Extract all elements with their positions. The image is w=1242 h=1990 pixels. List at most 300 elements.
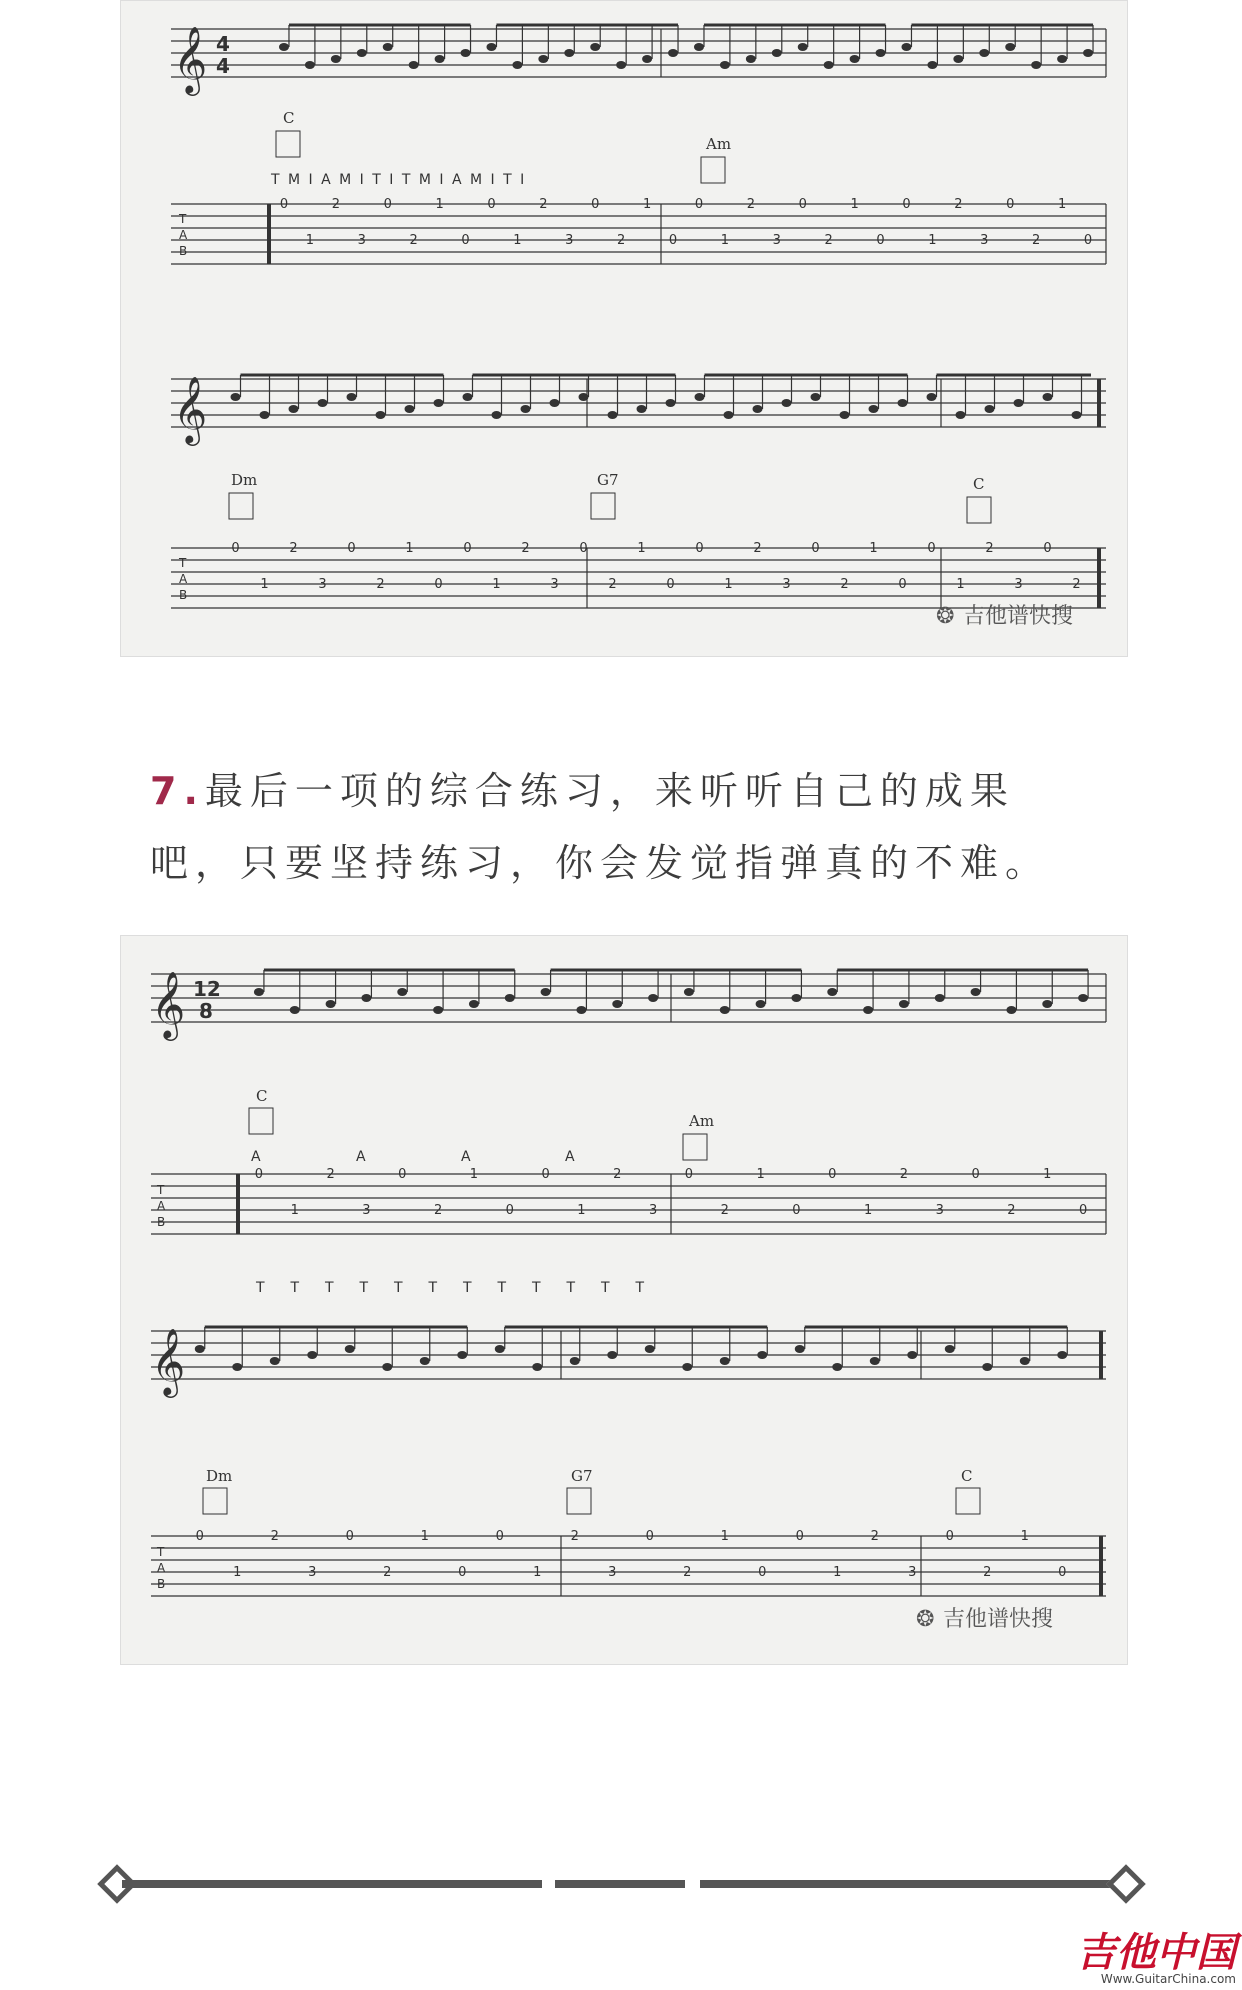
fingering-letter: T [394, 1280, 405, 1296]
fingering-letter: T [428, 1280, 440, 1296]
note-head [532, 1363, 542, 1371]
note-head [463, 393, 473, 401]
notes-row2 [195, 1327, 1068, 1371]
tab-number: 1 [405, 541, 414, 556]
tab-number: 2 [570, 1529, 579, 1544]
note-head [357, 49, 367, 57]
note-head [811, 393, 821, 401]
note-head [1014, 399, 1024, 407]
tab-letter-b: B [179, 244, 188, 258]
note-head [945, 1345, 955, 1353]
tab-letter-b: B [157, 1215, 166, 1229]
chord-diagram-am [701, 157, 725, 183]
chord-label-c-end: C [973, 475, 985, 493]
note-head [260, 411, 270, 419]
note-head [1005, 43, 1015, 51]
note-head [1042, 1000, 1052, 1008]
chord-diagram-c [276, 131, 300, 157]
tab-number: 0 [383, 197, 392, 212]
note-head [254, 988, 264, 996]
note-head [795, 1345, 805, 1353]
tab-number: 1 [850, 197, 859, 212]
chord-label-g7: G7 [571, 1467, 593, 1485]
note-head [935, 994, 945, 1002]
tab-letter-a: A [179, 228, 188, 242]
note-head [607, 1351, 617, 1359]
tab-number: 0 [279, 197, 289, 212]
chord-diagram-g7 [591, 493, 615, 519]
score-image-2 [120, 935, 1128, 1665]
tab-number: 3 [608, 1565, 617, 1580]
chord-diagram-am [683, 1134, 707, 1160]
note-head [720, 1006, 730, 1014]
note-head [724, 411, 734, 419]
tab-letter-t: T [179, 212, 187, 226]
tab-number: 0 [231, 541, 240, 556]
tab-number: 2 [1007, 1203, 1016, 1218]
tab-number: 0 [195, 1529, 204, 1544]
svg-text:A: A [461, 1149, 471, 1165]
tab-number: 0 [434, 577, 443, 592]
fingering-letter: T [256, 1280, 267, 1296]
tab-number: 0 [461, 233, 470, 248]
tab-number: 0 [795, 1529, 804, 1544]
tab-number: 0 [1083, 233, 1093, 248]
note-head [195, 1345, 205, 1353]
tab-number: 3 [308, 1565, 317, 1580]
note-head [684, 988, 694, 996]
watermark-text: 吉他谱快搜 [963, 604, 1074, 629]
note-head [956, 411, 966, 419]
tab-number: 1 [720, 233, 730, 248]
tab-number: 0 [1058, 1565, 1067, 1580]
brand-name: 吉他中国 [1076, 1930, 1236, 1976]
note-head [461, 49, 471, 57]
note-head [232, 1363, 242, 1371]
treble-clef-icon: 𝄞 [151, 1327, 186, 1395]
note-head [898, 399, 908, 407]
note-head [616, 61, 626, 69]
note-head [637, 405, 647, 413]
note-head [666, 399, 676, 407]
tab-number: 3 [565, 233, 574, 248]
note-head [492, 411, 502, 419]
staff-row1 [171, 29, 1106, 77]
tab-number: 0 [398, 1167, 407, 1182]
tab-number: 0 [591, 197, 600, 212]
tab-row2 [151, 1536, 1106, 1596]
note-head [512, 61, 522, 69]
note-head [279, 43, 289, 51]
tab-number: 2 [376, 577, 385, 592]
note-head [231, 393, 241, 401]
fingering-letter: T [359, 1280, 371, 1296]
note-head [1020, 1357, 1030, 1365]
tab-number: 2 [720, 1203, 729, 1218]
brand-url: Www.GuitarChina.com [1100, 1972, 1236, 1986]
note-head [457, 1351, 467, 1359]
tab-letter-t: T [157, 1183, 165, 1197]
tab-number: 3 [550, 577, 559, 592]
divider-line-middle [555, 1880, 685, 1888]
fingering-row1: T M I A M I T I T M I A M I T I [271, 172, 527, 188]
tab-number: 0 [645, 1529, 654, 1544]
time-signature-top: 4 [216, 32, 230, 56]
note-head [608, 411, 618, 419]
note-head [1072, 411, 1082, 419]
note-head [564, 49, 574, 57]
tab-number: 0 [758, 1565, 767, 1580]
note-head [753, 405, 763, 413]
tab-number: 2 [433, 1203, 443, 1218]
note-head [469, 1000, 479, 1008]
tab-number: 2 [539, 197, 548, 212]
tab-letter-t: T [157, 1545, 165, 1559]
note-head [827, 988, 837, 996]
tab-number: 0 [798, 197, 807, 212]
note-head [612, 1000, 622, 1008]
tab-letter-b: B [179, 588, 188, 602]
chord-diagram-c-end [967, 497, 991, 523]
tab-number: 3 [935, 1203, 944, 1218]
note-head [979, 49, 989, 57]
exercise-text: 最后一项的综合练习，来听听自己的成果吧，只要坚持练习，你会发觉指弹真的不难。 [150, 769, 1051, 885]
note-head [824, 61, 834, 69]
note-head [901, 43, 911, 51]
note-head [1057, 1351, 1067, 1359]
tab-number: 0 [666, 577, 675, 592]
treble-clef-icon: 𝄞 [173, 375, 208, 443]
tab-letter-a: A [157, 1561, 166, 1575]
note-head [305, 61, 315, 69]
fingering-letter: T [566, 1280, 578, 1296]
tab-number: 0 [541, 1167, 550, 1182]
chord-label-g7: G7 [597, 471, 619, 489]
svg-text:A: A [565, 1149, 575, 1165]
chord-label-am: Am [689, 1112, 715, 1130]
tab-number: 1 [724, 577, 733, 592]
note-head [863, 1006, 873, 1014]
tab-number: 1 [513, 233, 522, 248]
note-head [840, 411, 850, 419]
tab-number: 2 [331, 197, 340, 212]
note-head [1057, 55, 1067, 63]
note-head [772, 49, 782, 57]
tab-number: 0 [463, 541, 472, 556]
note-head [550, 399, 560, 407]
note-head [907, 1351, 917, 1359]
tab-number: 2 [383, 1565, 392, 1580]
note-head [376, 411, 386, 419]
tab-number: 1 [1043, 1167, 1052, 1182]
tab-number: 1 [1020, 1529, 1029, 1544]
note-head [347, 393, 357, 401]
note-head [927, 61, 937, 69]
tab-number: 1 [233, 1565, 242, 1580]
note-head [270, 1357, 280, 1365]
tab-number: 2 [617, 233, 626, 248]
note-head [782, 399, 792, 407]
tab-number: 2 [683, 1565, 692, 1580]
tab-number: 3 [318, 577, 327, 592]
watermark-wechat-icon: ❂ [916, 1607, 935, 1632]
tab-number: 0 [345, 1529, 354, 1544]
note-head [570, 1357, 580, 1365]
note-head [409, 61, 419, 69]
tab-number: 0 [927, 541, 936, 556]
tab-number: 2 [753, 541, 762, 556]
tab-number: 0 [684, 1167, 694, 1182]
tab-number: 2 [270, 1529, 279, 1544]
note-head [870, 1357, 880, 1365]
tab-number: 2 [899, 1167, 909, 1182]
tab-number: 0 [668, 233, 678, 248]
note-head [326, 1000, 336, 1008]
tab-number: 0 [1043, 541, 1052, 556]
tab-number: 0 [505, 1203, 514, 1218]
fingering-letter: T [497, 1280, 509, 1296]
tab-number: 0 [695, 541, 704, 556]
tab-number: 0 [876, 233, 885, 248]
tab-number: 0 [1078, 1203, 1088, 1218]
staff-row2 [151, 1331, 1106, 1379]
tab-letter-t: T [179, 556, 187, 570]
note-head [505, 994, 515, 1002]
note-head [850, 55, 860, 63]
note-head [746, 55, 756, 63]
exercise-paragraph [150, 755, 1090, 899]
note-head [383, 43, 393, 51]
chord-label-c: C [283, 109, 295, 127]
note-head [642, 55, 652, 63]
time-signature-bottom: 4 [216, 54, 230, 78]
tab-number: 3 [362, 1203, 371, 1218]
chord-label-dm: Dm [231, 471, 258, 489]
tab-number: 2 [521, 541, 530, 556]
tab-number: 3 [772, 233, 781, 248]
note-head [331, 55, 341, 63]
divider-line-right [700, 1880, 1120, 1888]
chord-label-c-end: C [961, 1467, 973, 1485]
chord-label-dm: Dm [206, 1467, 233, 1485]
note-head [899, 1000, 909, 1008]
chord-diagram-g7 [567, 1488, 591, 1514]
brand-logo [1076, 1921, 1236, 1986]
note-head [495, 1345, 505, 1353]
tab-number: 2 [824, 233, 833, 248]
tab-number: 0 [254, 1167, 264, 1182]
tab-number: 3 [908, 1565, 917, 1580]
note-head [648, 994, 658, 1002]
tab-number: 3 [648, 1203, 658, 1218]
tab-number: 3 [980, 233, 989, 248]
chord-diagram-c-end [956, 1488, 980, 1514]
divider-diamond-right [1106, 1864, 1146, 1904]
tab-letter-a: A [157, 1199, 166, 1213]
fingering-letter: T [325, 1280, 336, 1296]
note-head [756, 1000, 766, 1008]
tab-number: 1 [533, 1565, 542, 1580]
tab-number: 2 [840, 577, 849, 592]
tab-number: 1 [928, 233, 937, 248]
tab-number: 3 [357, 233, 366, 248]
note-head [486, 43, 496, 51]
svg-text:A: A [356, 1149, 366, 1165]
note-head [927, 393, 937, 401]
tab-letter-a: A [179, 572, 188, 586]
tab-number: 0 [579, 541, 588, 556]
tab-number: 0 [828, 1167, 837, 1182]
chord-diagram-dm [203, 1488, 227, 1514]
tab-number: 3 [1014, 577, 1023, 592]
tab-number: 0 [1006, 197, 1015, 212]
accent-marks [251, 1149, 575, 1165]
fingering-letter: T [601, 1280, 612, 1296]
tab-number: 2 [1072, 577, 1081, 592]
tab-number: 1 [492, 577, 501, 592]
tab-number: 0 [945, 1529, 954, 1544]
note-head [289, 405, 299, 413]
tab-number: 2 [746, 197, 755, 212]
tab-number: 1 [956, 577, 965, 592]
tab-number: 1 [863, 1203, 873, 1218]
tab-number: 2 [983, 1565, 992, 1580]
note-head [420, 1357, 430, 1365]
note-head [832, 1363, 842, 1371]
tab-number: 2 [870, 1529, 879, 1544]
tab-number: 0 [347, 541, 356, 556]
note-head [318, 399, 328, 407]
note-head [290, 1006, 300, 1014]
note-head [1031, 61, 1041, 69]
note-head [798, 43, 808, 51]
tab-number: 1 [420, 1529, 429, 1544]
tab-number: 2 [1032, 233, 1041, 248]
fingering-letter: T [532, 1280, 543, 1296]
note-head [521, 405, 531, 413]
tab-number: 0 [902, 197, 911, 212]
tab-number: 2 [954, 197, 963, 212]
guitar-score-2 [121, 936, 1129, 1666]
note-head [345, 1345, 355, 1353]
tab-number: 1 [756, 1167, 765, 1182]
note-head [579, 393, 589, 401]
note-head [876, 49, 886, 57]
exercise-number: 7. [150, 769, 205, 813]
tab-letter-b: B [157, 1577, 166, 1591]
note-head [307, 1351, 317, 1359]
note-head [953, 55, 963, 63]
tab-number: 0 [694, 197, 704, 212]
note-head [1078, 994, 1088, 1002]
note-head [434, 399, 444, 407]
tab-number: 0 [811, 541, 820, 556]
time-signature-top: 12 [193, 977, 221, 1001]
note-head [720, 61, 730, 69]
tab-number: 1 [260, 577, 269, 592]
note-head [985, 405, 995, 413]
tab-number: 1 [577, 1203, 586, 1218]
tab-number: 1 [637, 541, 646, 556]
note-head [590, 43, 600, 51]
tab-number: 0 [487, 197, 496, 212]
note-head [538, 55, 548, 63]
note-head [668, 49, 678, 57]
score-image-1 [120, 0, 1128, 657]
treble-clef-icon: 𝄞 [173, 25, 208, 93]
tab-number: 1 [469, 1167, 479, 1182]
note-head [405, 405, 415, 413]
chord-label-c: C [256, 1087, 268, 1105]
note-head [791, 994, 801, 1002]
tab-number: 2 [409, 233, 418, 248]
note-head [682, 1363, 692, 1371]
note-head [361, 994, 371, 1002]
tab-number: 1 [290, 1203, 299, 1218]
notes-row2 [231, 375, 1092, 419]
divider-line-left [122, 1880, 542, 1888]
note-head [695, 393, 705, 401]
note-head [1083, 49, 1093, 57]
note-head [435, 55, 445, 63]
note-head [971, 988, 981, 996]
fingering-letter: T [290, 1280, 302, 1296]
treble-clef-icon: 𝄞 [151, 970, 186, 1038]
tab-number: 0 [971, 1167, 980, 1182]
tab-number: 2 [289, 541, 298, 556]
tab-number: 0 [458, 1565, 467, 1580]
note-head [1006, 1006, 1016, 1014]
note-head [645, 1345, 655, 1353]
tab-number: 0 [792, 1203, 801, 1218]
note-head [720, 1357, 730, 1365]
note-head [1043, 393, 1053, 401]
tab-number: 3 [782, 577, 791, 592]
fingering-letter: T [463, 1280, 474, 1296]
tab-number: 1 [642, 197, 652, 212]
note-head [576, 1006, 586, 1014]
tab-number: 2 [613, 1167, 622, 1182]
tab-number: 2 [985, 541, 994, 556]
note-head [541, 988, 551, 996]
staff-row1 [151, 974, 1106, 1022]
note-head [869, 405, 879, 413]
note-head [982, 1363, 992, 1371]
tab-number: 1 [869, 541, 878, 556]
fingering-row1 [255, 1280, 646, 1296]
time-signature-bottom: 8 [199, 999, 213, 1023]
notes-row1 [279, 25, 1093, 69]
tab-number: 1 [1057, 197, 1067, 212]
note-head [397, 988, 407, 996]
tab-number: 1 [720, 1529, 729, 1544]
chord-label-am: Am [706, 135, 732, 153]
watermark-wechat-icon: ❂ [936, 604, 955, 629]
tab-number: 1 [435, 197, 444, 212]
watermark-text: 吉他谱快搜 [943, 1607, 1054, 1632]
guitar-score-1 [121, 1, 1129, 658]
note-head [694, 43, 704, 51]
chord-diagram-c [249, 1108, 273, 1134]
tab-number: 2 [608, 577, 617, 592]
note-head [382, 1363, 392, 1371]
tab-number: 1 [305, 233, 315, 248]
fingering-letter: T [635, 1280, 647, 1296]
chord-diagram-dm [229, 493, 253, 519]
note-head [433, 1006, 443, 1014]
tab-number: 0 [495, 1529, 504, 1544]
tab-number: 0 [898, 577, 907, 592]
